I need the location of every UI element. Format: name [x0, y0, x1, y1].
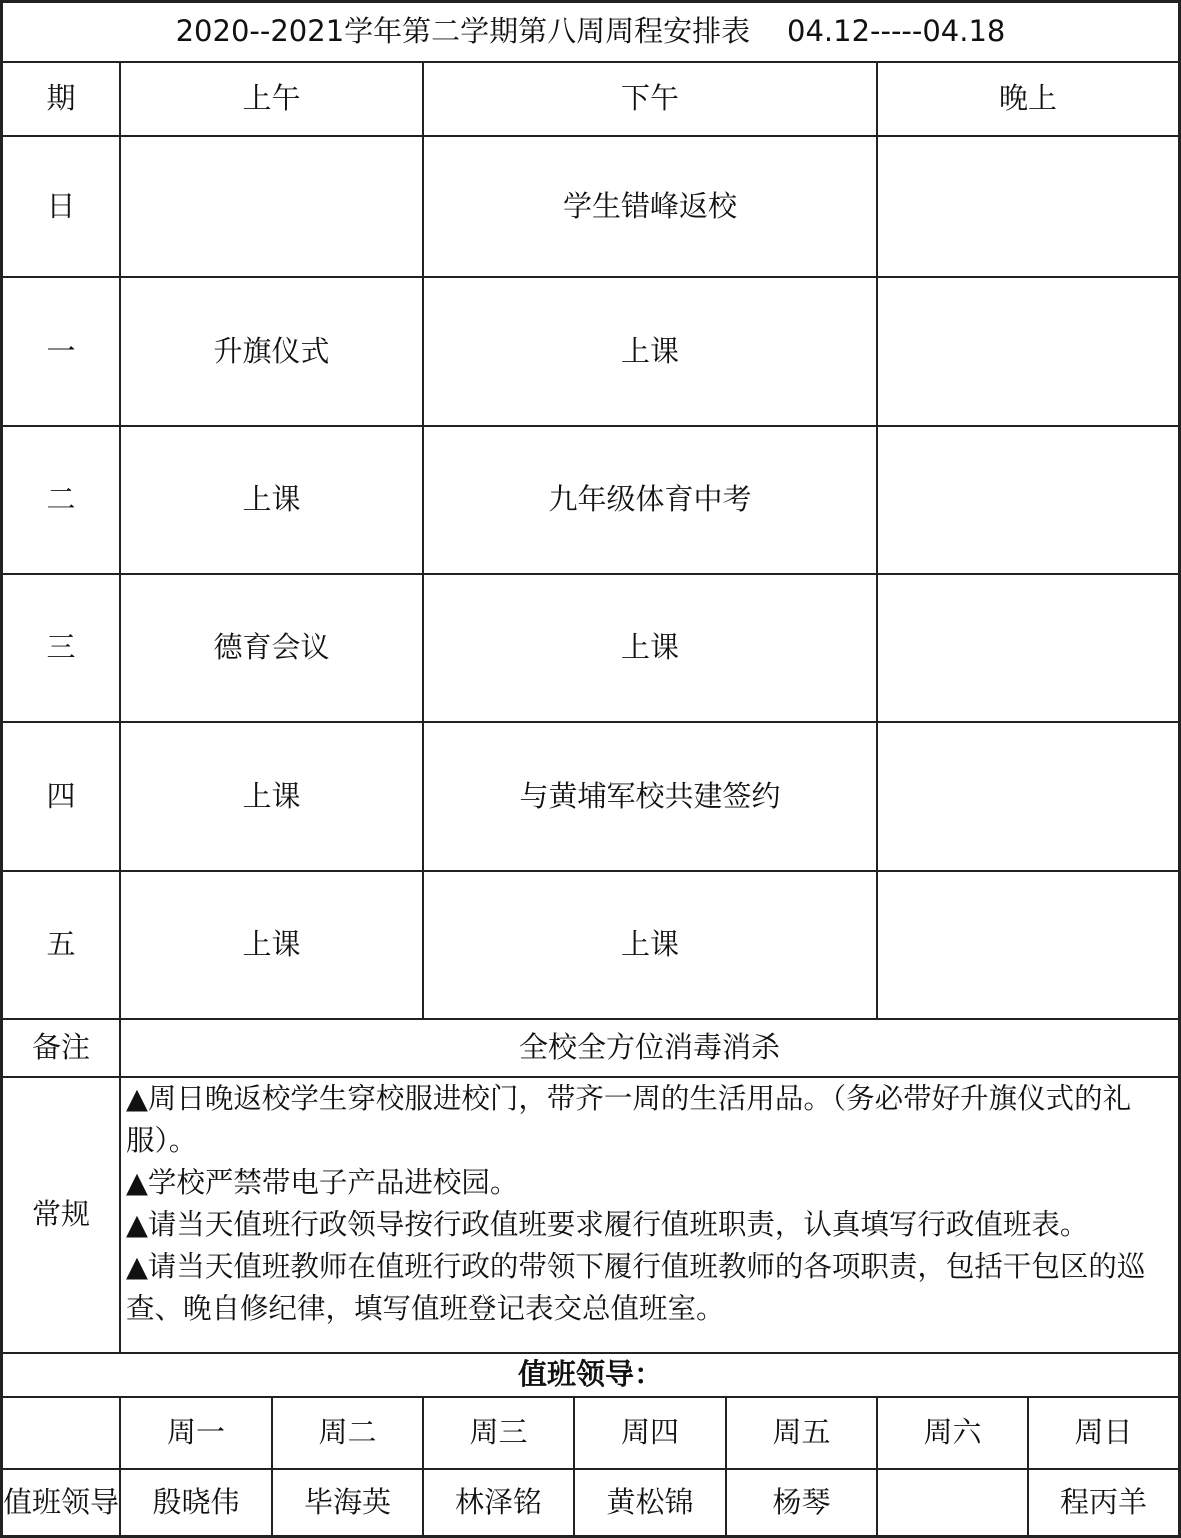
morning-cell: 升旗仪式 [213, 333, 330, 368]
remarks-label: 备注 [31, 1030, 90, 1065]
morning-cell [121, 137, 422, 276]
routine-rules [126, 1078, 1176, 1350]
day-label: 四 [46, 778, 76, 813]
afternoon-cell: 学生错峰返校 [562, 188, 737, 223]
afternoon-cell: 上课 [620, 333, 679, 368]
duty-day: 周日 [1074, 1415, 1133, 1450]
day-label: 日 [46, 188, 76, 223]
morning-cell: 德育会议 [213, 630, 330, 665]
afternoon-cell: 九年级体育中考 [548, 482, 752, 517]
duty-day: 周四 [620, 1415, 679, 1450]
duty-day: 周一 [166, 1415, 225, 1450]
routine-rule: ▲请当天值班行政领导按行政值班要求履行值班职责，认真填写行政值班表。 [126, 1208, 1089, 1241]
routine-rule: ▲学校严禁带电子产品进校园。 [126, 1166, 519, 1199]
header-evening: 晚上 [998, 81, 1057, 116]
duty-day: 周五 [772, 1415, 831, 1450]
duty-leader: 毕海英 [303, 1484, 391, 1519]
evening-cell [878, 575, 1178, 721]
day-label: 一 [46, 333, 76, 368]
duty-heading: 值班领导： [517, 1357, 663, 1392]
routine-rule: ▲请当天值班教师在值班行政的带领下履行值班教师的各项职责，包括干包区的巡查、晚自修纪律，填写值班登记表交总值班室。 [126, 1250, 1146, 1325]
evening-cell [878, 723, 1178, 870]
duty-day: 周二 [318, 1415, 377, 1450]
afternoon-cell: 与黄埔军校共建签约 [519, 778, 781, 813]
duty-leader: 杨琴 [772, 1484, 831, 1519]
day-label: 五 [46, 927, 76, 962]
afternoon-cell: 上课 [620, 927, 679, 962]
routine-rule: ▲周日晚返校学生穿校服进校门，带齐一周的生活用品。（务必带好升旗仪式的礼服）。 [126, 1082, 1132, 1157]
morning-cell: 上课 [242, 778, 301, 813]
header-day: 期 [46, 81, 76, 116]
duty-leader: 殷晓伟 [152, 1484, 240, 1519]
evening-cell [878, 137, 1178, 276]
evening-cell [878, 278, 1178, 425]
afternoon-cell: 上课 [620, 630, 679, 665]
evening-cell [878, 872, 1178, 1018]
day-label: 三 [46, 630, 76, 665]
day-label: 二 [46, 482, 76, 517]
morning-cell: 上课 [242, 927, 301, 962]
routine-label: 常规 [31, 1197, 90, 1232]
header-afternoon: 下午 [620, 81, 679, 116]
evening-cell [878, 427, 1178, 573]
morning-cell: 上课 [242, 482, 301, 517]
header-morning: 上午 [242, 81, 301, 116]
page-title: 2020--2021学年第二学期第八周周程安排表 04.12-----04.18 [175, 14, 1006, 49]
duty-leader: 林泽铭 [454, 1484, 542, 1519]
duty-day: 周三 [469, 1415, 528, 1450]
duty-row-label: 值班领导 [3, 1484, 120, 1519]
remarks-text: 全校全方位消毒消杀 [518, 1030, 780, 1065]
duty-leader [878, 1470, 1027, 1535]
duty-day: 周六 [923, 1415, 982, 1450]
duty-leader: 程丙羊 [1059, 1484, 1147, 1519]
duty-leader: 黄松锦 [606, 1484, 694, 1519]
